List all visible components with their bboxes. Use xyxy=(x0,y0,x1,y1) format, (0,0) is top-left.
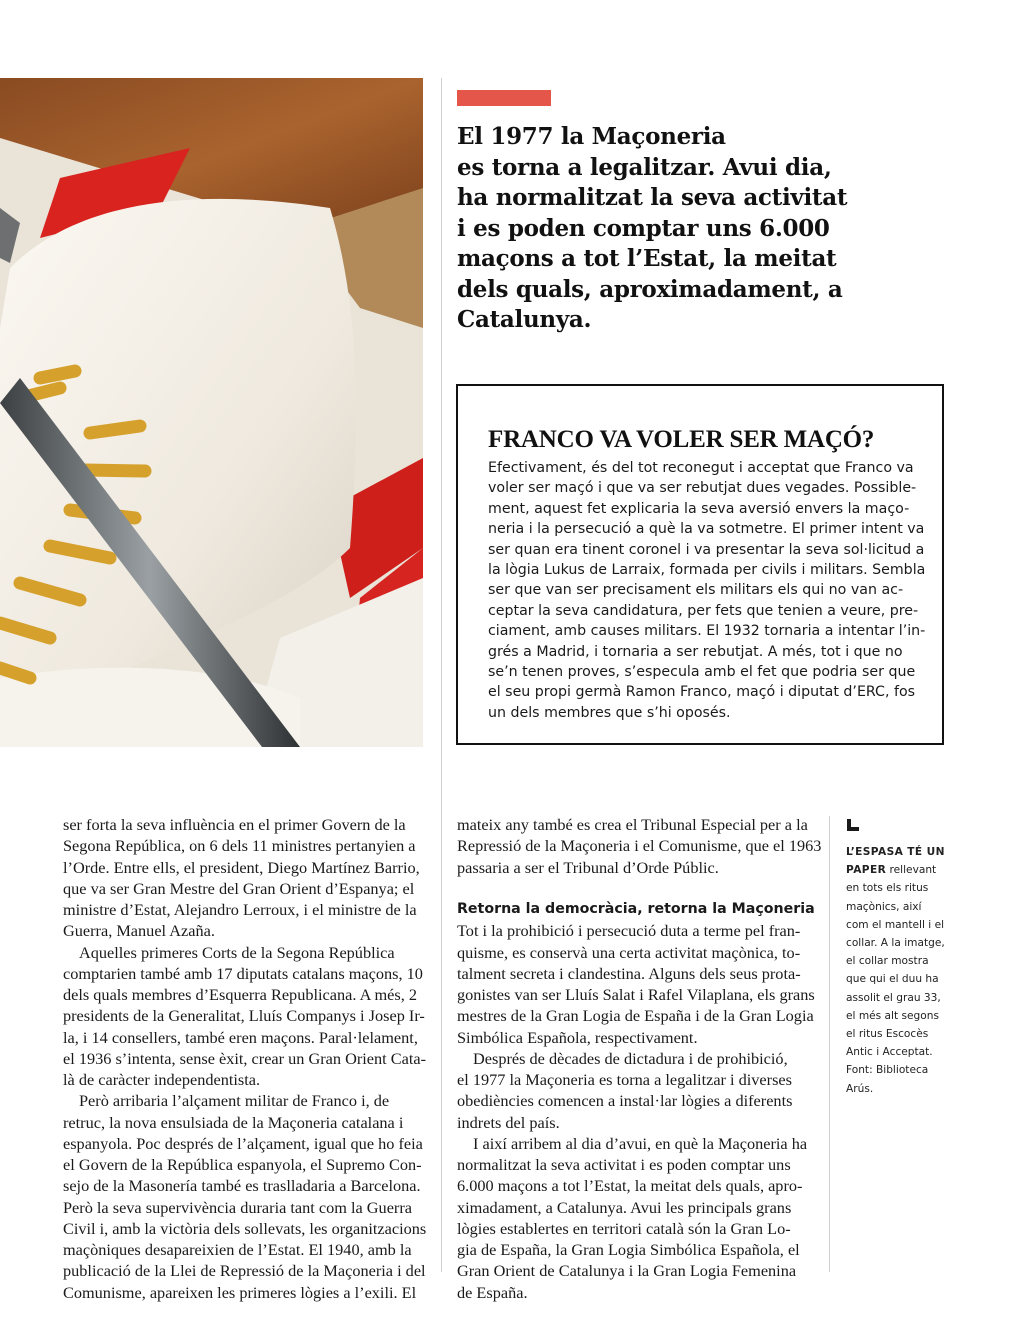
photo-caption xyxy=(846,843,956,1098)
article-photo xyxy=(0,78,423,747)
body-line: Guerra, Manuel Azaña. xyxy=(63,921,215,941)
body-line: passaria a ser el Tribunal d’Orde Públic. xyxy=(457,857,719,877)
caption-line: que qui el duu ha xyxy=(846,973,939,986)
sidebar-line: ser quan era tinent coronel i va presentar la seva sol·licitud a xyxy=(488,541,925,558)
pull-quote-line: i es poden comptar uns 6.000 xyxy=(457,214,830,242)
body-line: Segona República, on 6 dels 11 ministres pertanyien a xyxy=(63,836,416,856)
body-line: gia de España, la Gran Logia Simbólica Española, el xyxy=(457,1240,800,1259)
pull-quote-line: es torna a legalitzar. Avui dia, xyxy=(457,153,832,181)
sidebar-line: se’n tenen proves, s’especula amb el fet que podria ser que xyxy=(488,664,916,681)
caption-line: el més alt segons xyxy=(846,1009,939,1022)
body-line: mateix any també es crea el Tribunal Especial per a la xyxy=(457,815,808,834)
body-line: dels quals membres d’Esquerra Republicana. A més, 2 xyxy=(63,985,418,1004)
caption-line: el collar mostra xyxy=(846,955,929,968)
body-blank-line xyxy=(457,878,817,899)
pull-quote-accent-bar xyxy=(457,90,551,106)
caption-line: Antic i Acceptat. xyxy=(846,1046,933,1059)
pull-quote xyxy=(457,122,848,336)
body-line: Gran Orient de Catalunya i la Gran Logia Femenina xyxy=(457,1261,797,1281)
sidebar-line: la lògia Lukus de Larraix, formada per civils i militars. Sembla xyxy=(488,562,926,579)
body-line: retruc, la nova ensulsiada de la Maçoneria catalana i xyxy=(63,1112,404,1132)
body-line: normalitzat la seva activitat i es poden comptar uns xyxy=(457,1155,791,1174)
body-line: sejo de la Masonería també es traslladaria a Barcelona. xyxy=(63,1176,421,1196)
caption-line: maçònics, així xyxy=(846,900,922,913)
sidebar-box xyxy=(456,384,944,745)
pull-quote-line: dels quals, aproximadament, a xyxy=(457,275,843,303)
caption-line: com el mantell i el xyxy=(846,918,945,931)
caption-line: el ritus Escocès xyxy=(846,1028,929,1041)
body-line: el Govern de la República espanyola, el Supremo Con- xyxy=(63,1155,422,1174)
sidebar-line: ciament, amb causes militars. El 1932 tornaria a intentar l’in- xyxy=(488,623,926,640)
caption-line: Font: Biblioteca xyxy=(846,1064,929,1077)
caption-line: collar. A la imatge, xyxy=(846,937,945,950)
body-line: publicació de la Llei de Repressió de la Maçoneria i del xyxy=(63,1261,426,1281)
body-line: Tot i la prohibició i persecució duta a terme pel fran- xyxy=(457,921,801,941)
body-column-2 xyxy=(457,814,822,1303)
sidebar-line: ment, aquest fet explicaria la seva aversió envers la maço- xyxy=(488,500,910,517)
column-divider xyxy=(441,78,442,1272)
body-line: comptarien també amb 17 diputats catalans maçons, 10 xyxy=(63,963,423,983)
body-column-1 xyxy=(63,814,427,1303)
body-line: el 1977 la Maçoneria es torna a legalitzar i diverses xyxy=(457,1070,792,1089)
body-line: el 1936 s’intenta, sense èxit, crear un Gran Orient Cata- xyxy=(63,1048,427,1068)
body-line: espanyola. Poc després de l’alçament, igual que ho feia xyxy=(63,1133,423,1153)
body-line: gonistes van ser Lluís Salat i Rafel Vilaplana, els grans xyxy=(457,985,815,1004)
pull-quote-line: ha normalitzat la seva activitat xyxy=(457,184,848,211)
body-line: Civil i, amb la victòria dels sollevats, les organitzacions xyxy=(63,1218,427,1238)
caption-lead: PAPER xyxy=(846,864,887,877)
sidebar-line: grés a Madrid, i tornaria a ser rebutjat. A més, tot i que no xyxy=(488,643,903,660)
body-line: Però la seva supervivència duraria tant com la Guerra xyxy=(63,1197,412,1217)
sidebar-line: ser que van ser precisament els militars els qui no van ac- xyxy=(488,582,904,599)
body-line: presidents de la Generalitat, Lluís Companys i Josep Ir- xyxy=(63,1006,425,1026)
body-line: ser forta la seva influència en el primer Govern de la xyxy=(63,815,406,834)
body-line: la, i 14 consellers, també eren maçons. Paral·lelament, xyxy=(63,1027,418,1047)
body-line: Però arribaria l’alçament militar de Franco i, de xyxy=(79,1091,390,1111)
caption-text: rellevant xyxy=(886,864,937,877)
body-line: obediències comencen a instal·lar lògies a diferents xyxy=(457,1091,793,1111)
body-line: Repressió de la Maçoneria i el Comunisme, que el 1963 xyxy=(457,836,822,856)
body-line: talment secreta i clandestina. Alguns dels seus prota- xyxy=(457,963,801,983)
caption-line: assolit el grau 33, xyxy=(846,991,941,1004)
sidebar-body xyxy=(488,458,928,723)
sidebar-line: neria i la persecució a què la va sotmetre. El primer intent va xyxy=(488,521,925,538)
body-line: 6.000 maçons a tot l’Estat, la meitat dels quals, apro- xyxy=(457,1176,803,1196)
body-line: quisme, es conservà una certa activitat maçònica, to- xyxy=(457,942,801,962)
body-line: maçòniques desapareixien de l’Estat. El 1940, amb la xyxy=(63,1240,412,1259)
caption-divider xyxy=(829,816,830,1272)
sidebar-line: Efectivament, és del tot reconegut i acceptat que Franco va xyxy=(488,460,914,476)
body-line: ximadament, a Catalunya. Avui les principals grans xyxy=(457,1197,792,1217)
caption-line: Arús. xyxy=(846,1082,874,1095)
caption-lead: L’ESPASA TÉ UN xyxy=(846,846,945,858)
sidebar-line: el seu propi germà Ramon Franco, maçó i diputat d’ERC, fos xyxy=(488,684,916,701)
sidebar-line: un dels membres que s’hi oposés. xyxy=(488,704,731,721)
pull-quote-line: El 1977 la Maçoneria xyxy=(457,123,726,150)
body-line: l’Orde. Entre ells, el president, Diego Martínez Barrio, xyxy=(63,857,420,877)
caption-line: en tots els ritus xyxy=(846,882,929,895)
body-line: que va ser Gran Mestre del Gran Orient d’Espanya; el xyxy=(63,878,415,898)
body-line: mestres de la Gran Logia de España i de la Gran Logia xyxy=(457,1006,814,1026)
sidebar-title: FRANCO VA VOLER SER MAÇÓ? xyxy=(488,426,875,453)
pull-quote-line: maçons a tot l’Estat, la meitat xyxy=(457,245,837,272)
body-line: ministre d’Estat, Alejandro Lerroux, i el ministre de la xyxy=(63,900,417,919)
body-line: Després de dècades de dictadura i de prohibició, xyxy=(473,1048,788,1068)
pull-quote-line: Catalunya. xyxy=(457,306,592,333)
body-line: Comunisme, apareixen les primeres lògies a l’exili. El xyxy=(63,1282,417,1302)
photo-illustration xyxy=(0,78,423,747)
section-subheading: Retorna la democràcia, retorna la Maçoneria xyxy=(457,901,815,917)
body-line: indrets del país. xyxy=(457,1112,560,1132)
caption-corner-icon xyxy=(846,818,860,832)
body-line: lògies establertes en territori català són la Gran Lo- xyxy=(457,1218,791,1238)
body-line: Aquelles primeres Corts de la Segona República xyxy=(79,942,395,962)
body-line: de España. xyxy=(457,1282,528,1302)
sidebar-line: voler ser maçó i que va ser rebutjat dues vegades. Possible- xyxy=(488,480,917,497)
sidebar-line: ceptar la seva candidatura, per fets que tenien a veure, pre- xyxy=(488,602,919,619)
body-line: Simbólica Española, respectivament. xyxy=(457,1027,698,1047)
caption-line xyxy=(846,861,956,879)
body-line: là de caràcter independentista. xyxy=(63,1070,261,1089)
body-line: I així arribem al dia d’avui, en què la Maçoneria ha xyxy=(473,1133,808,1153)
